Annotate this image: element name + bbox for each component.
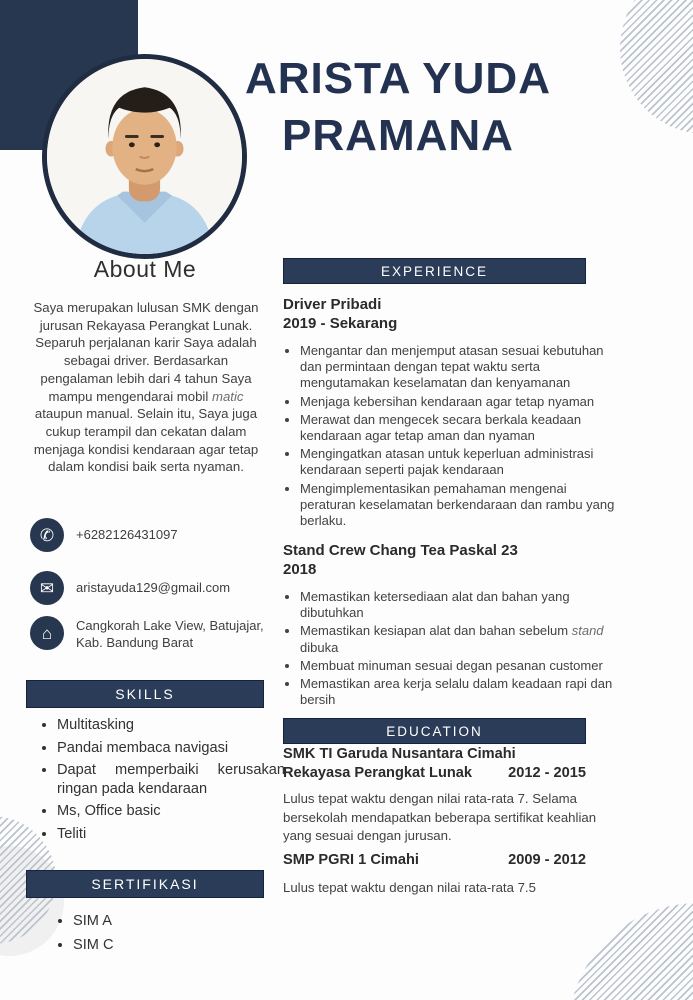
job-bullet-list bbox=[283, 343, 619, 529]
contact-address-row bbox=[30, 616, 266, 651]
job-role: Stand Crew Chang Tea Paskal 23 bbox=[283, 542, 518, 559]
list-item: • Ms, Office basic bbox=[57, 802, 285, 821]
list-item: • Menjaga kebersihan kendaraan agar tetap nyaman bbox=[300, 394, 619, 410]
list-item: • Membuat minuman sesuai degan pesanan customer bbox=[300, 658, 619, 674]
person-name-line2: PRAMANA bbox=[282, 111, 514, 160]
about-me-text: Saya merupakan lulusan SMK dengan jurusan Rekayasa Perangkat Lunak. Separuh perjalanan karir Saya adalah sebagai driver. Berdasarkan pengalaman lebih dari 4 tahun Saya mampu mengendarai mobil matic ataupun manual. Selain itu, Saya juga cukup terampil dan cekatan dalam menjaga kondisi kendaraan agar tetap dalam kondisi baik serta nyaman. bbox=[33, 300, 259, 475]
phone-number: +6282126431097 bbox=[76, 527, 178, 542]
job-bullet-list bbox=[283, 589, 619, 708]
skills-section-header: SKILLS bbox=[26, 680, 264, 708]
email-icon bbox=[30, 571, 64, 605]
person-name-line1: ARISTA YUDA bbox=[245, 54, 551, 103]
education-entry-smp bbox=[283, 851, 601, 898]
list-item: • Pandai membaca navigasi bbox=[57, 739, 285, 758]
school-note: Lulus tepat waktu dengan nilai rata-rata 7.5 bbox=[283, 880, 536, 895]
list-item: • Mengingatkan atasan untuk keperluan administrasi kendaraan seperti pajak kendaraan bbox=[300, 446, 619, 478]
certifications-list bbox=[58, 912, 253, 960]
school-major: Rekayasa Perangkat Lunak bbox=[283, 765, 473, 781]
about-me-heading: About Me bbox=[93, 256, 197, 282]
list-item: • Memastikan area kerja selalu dalam keadaan rapi dan bersih bbox=[300, 676, 619, 708]
home-icon bbox=[30, 616, 64, 650]
bottom-right-striped-circle bbox=[568, 903, 693, 1000]
education-section-header: EDUCATION bbox=[283, 718, 586, 744]
school-major-row bbox=[283, 764, 586, 783]
phone-icon bbox=[30, 518, 64, 552]
school-name: SMP PGRI 1 Cimahi bbox=[283, 852, 419, 868]
list-item: • Merawat dan mengecek secara berkala keadaan kendaraan agar tetap aman dan nyaman bbox=[300, 412, 619, 444]
contact-email-row bbox=[30, 571, 266, 605]
education-entry-smk bbox=[283, 745, 601, 846]
school-period: 2012 - 2015 bbox=[508, 765, 586, 781]
list-item: • Teliti bbox=[57, 825, 285, 844]
experience-entry-driver bbox=[283, 295, 619, 531]
top-right-striped-circle bbox=[620, 0, 693, 134]
list-item: • SIM C bbox=[73, 936, 253, 954]
address-text: Cangkorah Lake View, Batujajar, Kab. Bandung Barat bbox=[76, 618, 264, 650]
list-item: • Memastikan kesiapan alat dan bahan sebelum stand dibuka bbox=[300, 623, 619, 655]
certifications-section-header: SERTIFIKASI bbox=[26, 870, 264, 898]
job-role: Driver Pribadi bbox=[283, 296, 382, 313]
email-glyph: ✉ bbox=[39, 578, 55, 598]
home-glyph: ⌂ bbox=[41, 623, 53, 643]
experience-entry-stand-crew bbox=[283, 541, 619, 710]
list-item: • Multitasking bbox=[57, 716, 285, 735]
job-period: 2019 - Sekarang bbox=[283, 315, 398, 332]
list-item: • Dapat memperbaiki kerusakan ringan pada kendaraan bbox=[57, 761, 285, 798]
skills-list bbox=[40, 716, 285, 848]
list-item: • Memastikan ketersediaan alat dan bahan yang dibutuhkan bbox=[300, 589, 619, 621]
school-period: 2009 - 2012 bbox=[508, 852, 586, 868]
school-name-row bbox=[283, 851, 586, 870]
school-note: Lulus tepat waktu dengan nilai rata-rata 7. Selama bersekolah mendapatkan beberapa sertifikat keahlian yang sesuai dengan jurusan. bbox=[283, 791, 597, 844]
school-name: SMK TI Garuda Nusantara Cimahi bbox=[283, 746, 516, 762]
list-item: • SIM A bbox=[73, 912, 253, 930]
email-address: aristayuda129@gmail.com bbox=[76, 580, 231, 595]
list-item: • Mengantar dan menjemput atasan sesuai kebutuhan dan permintaan dengan tepat waktu serta mengutamakan keselamatan dan kenyamanan bbox=[300, 343, 619, 392]
job-period: 2018 bbox=[283, 561, 317, 578]
phone-glyph: ✆ bbox=[39, 525, 55, 545]
experience-section-header: EXPERIENCE bbox=[283, 258, 586, 284]
person-name bbox=[198, 50, 598, 164]
contact-phone-row bbox=[30, 518, 266, 552]
list-item: • Mengimplementasikan pemahaman mengenai peraturan keselamatan berkendaraan dan rambu yang berlaku. bbox=[300, 481, 619, 530]
